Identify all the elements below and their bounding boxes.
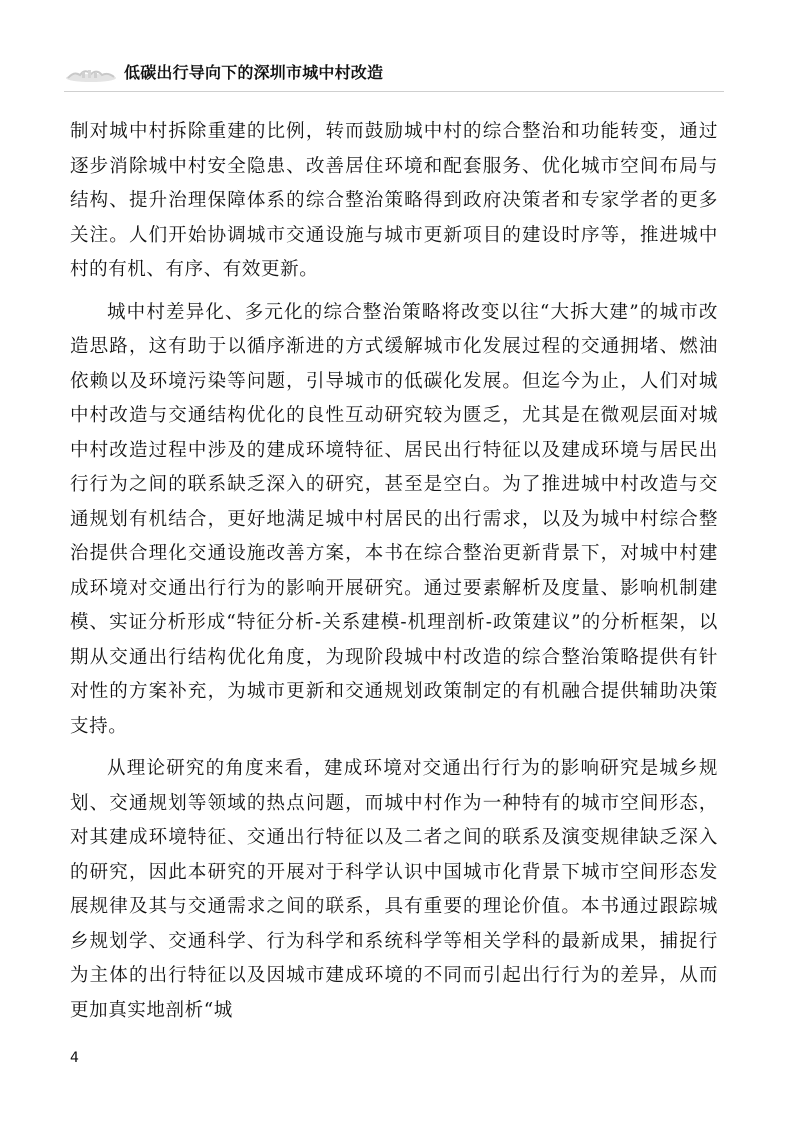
header-divider bbox=[64, 91, 724, 92]
body-paragraph-1: 制对城中村拆除重建的比例，转而鼓励城中村的综合整治和功能转变，通过逐步消除城中村安全隐患、改善居住环境和配套服务、优化城市空间布局与结构、提升治理保障体系的综合整治策略得到政府决策者和专家学者的更多关注。人们开始协调城市交通设施与城市更新项目的建设时序等，推进城中村的有机、有序、有效更新。 bbox=[70, 121, 718, 280]
body-paragraph-2: 城中村差异化、多元化的综合整治策略将改变以往“大拆大建”的城市改造思路，这有助于以循序渐进的方式缓解城市化发展过程的交通拥堵、燃油依赖以及环境污染等问题，引导城市的低碳化发展。但迄今为止，人们对城中村改造与交通结构优化的良性互动研究较为匮乏，尤其是在微观层面对城中村改造过程中涉及的建成环境特征、居民出行特征以及建成环境与居民出行行为之间的联系缺乏深入的研究，甚至是空白。为了推进城中村改造与交通规划有机结合，更好地满足城中村居民的出行需求，以及为城中村综合整治提供合理化交通设施改善方案，本书在综合整治更新背景下，对城中村建成环境对交通出行行为的影响开展研究。通过要素解析及度量、影响机制建模、实证分析形成“特征分析-关系建模-机理剖析-政策建议”的分析框架，以期从交通出行结构优化角度，为现阶段城中村改造的综合整治策略提供有针对性的方案补充，为城市更新和交通规划政策制定的有机融合提供辅助决策支持。 bbox=[70, 301, 718, 737]
page-number: 4 bbox=[70, 1050, 79, 1066]
running-header bbox=[64, 62, 724, 88]
body-paragraph-3: 从理论研究的角度来看，建成环境对交通出行行为的影响研究是城乡规划、交通规划等领域的热点问题，而城中村作为一种特有的城市空间形态，对其建成环境特征、交通出行特征以及二者之间的联系及演变规律缺乏深入的研究，因此本研究的开展对于科学认识中国城市化背景下城市空间形态发展规律及其与交通需求之间的联系，具有重要的理论价值。本书通过跟踪城乡规划学、交通科学、行为科学和系统科学等相关学科的最新成果，捕捉行为主体的出行特征以及因城市建成环境的不同而引起出行行为的差异，从而更加真实地剖析“城 bbox=[70, 758, 718, 1021]
body-text bbox=[70, 115, 718, 1036]
header-logo-icon bbox=[64, 63, 118, 85]
running-header-title: 低碳出行导向下的深圳市城中村改造 bbox=[124, 63, 384, 82]
